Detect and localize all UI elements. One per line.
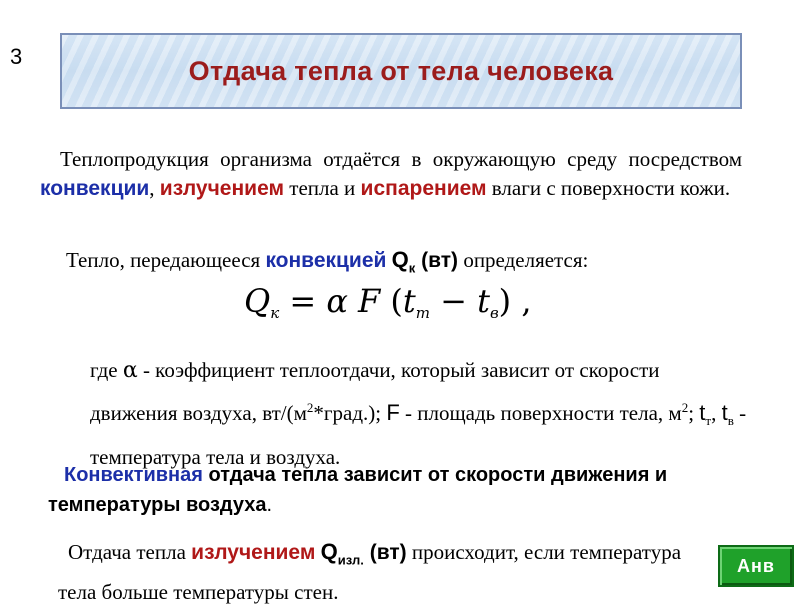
- paragraph-convection-intro: [66, 245, 746, 282]
- symbol-f: F: [386, 400, 400, 425]
- slide-number: 3: [10, 44, 23, 69]
- subscript: т: [705, 413, 712, 429]
- text: - площадь поверхности тела, м: [399, 401, 682, 425]
- text: ;: [688, 401, 700, 425]
- text: .: [266, 494, 273, 516]
- text: Теплопродукция организма отдаётся в окружающую среду посредством: [60, 147, 742, 171]
- symbol-subscript: изл.: [337, 552, 364, 568]
- symbol-q: Q: [320, 539, 338, 564]
- formula-t2-subscript: в: [489, 304, 499, 322]
- symbol-alpha: α: [122, 358, 138, 383]
- subscript: в: [727, 413, 734, 429]
- symbol-qizl: [320, 539, 364, 568]
- text: ,: [149, 176, 160, 200]
- text: Тепло, передающееся: [66, 248, 266, 272]
- term-radiation: излучением: [191, 541, 316, 564]
- symbol-t-air: t: [721, 400, 728, 425]
- formula-comma: ,: [511, 282, 532, 320]
- slide-title: Отдача тепла от тела человека: [188, 55, 614, 86]
- paragraph-radiation: [58, 536, 718, 608]
- text: Отдача тепла: [68, 540, 192, 564]
- unit: (вт): [363, 541, 407, 564]
- term-evaporation: испарением: [360, 177, 487, 200]
- formula-f: F: [357, 282, 381, 320]
- formula-lhs: Q: [244, 282, 271, 320]
- formula-close-paren: ): [498, 282, 512, 320]
- text: *град.);: [313, 401, 387, 425]
- text: влаги с поверхности кожи.: [486, 176, 731, 200]
- term-convection: конвекции: [40, 177, 150, 200]
- formula-t2: t: [477, 282, 490, 320]
- term-convection: конвекцией: [265, 249, 387, 272]
- formula-t1-subscript: т: [415, 304, 430, 322]
- symbol-q: Q: [391, 247, 409, 272]
- symbol-subscript: к: [408, 260, 416, 276]
- text: тепла и: [284, 176, 361, 200]
- formula-open-paren: (: [380, 282, 403, 320]
- unit: (вт): [415, 249, 459, 272]
- formula-minus: −: [429, 282, 478, 320]
- paragraph-convective-dependence: [48, 460, 688, 520]
- text: ,: [711, 401, 722, 425]
- superscript: 2: [681, 400, 689, 415]
- text: отдача тепла зависит от скорости движения и температуры воздуха: [48, 464, 668, 516]
- text: происходит, если температура тела больше температуры стен.: [58, 540, 682, 605]
- anv-button[interactable]: Анв: [718, 545, 794, 587]
- paragraph-definitions: [90, 352, 750, 476]
- paragraph-heat-production: [40, 145, 742, 203]
- convection-formula: [244, 282, 532, 322]
- formula-equals: =: [279, 282, 327, 320]
- text: - температура тела и воздуха.: [90, 401, 747, 470]
- symbol-qk: [391, 247, 416, 276]
- symbol-t-body: t: [699, 400, 706, 425]
- formula-alpha: α: [326, 282, 348, 320]
- term-radiation: излучением: [159, 177, 285, 200]
- title-box: [60, 33, 742, 109]
- text: где: [90, 358, 123, 382]
- formula-lhs-subscript: к: [270, 304, 280, 322]
- text: - коэффициент теплоотдачи, который зависит от скорости движения воздуха, вт/(м: [90, 358, 660, 425]
- formula-t1: t: [402, 282, 416, 320]
- superscript: 2: [306, 400, 314, 415]
- term-convective: Конвективная: [64, 464, 203, 486]
- text: определяется:: [458, 248, 589, 272]
